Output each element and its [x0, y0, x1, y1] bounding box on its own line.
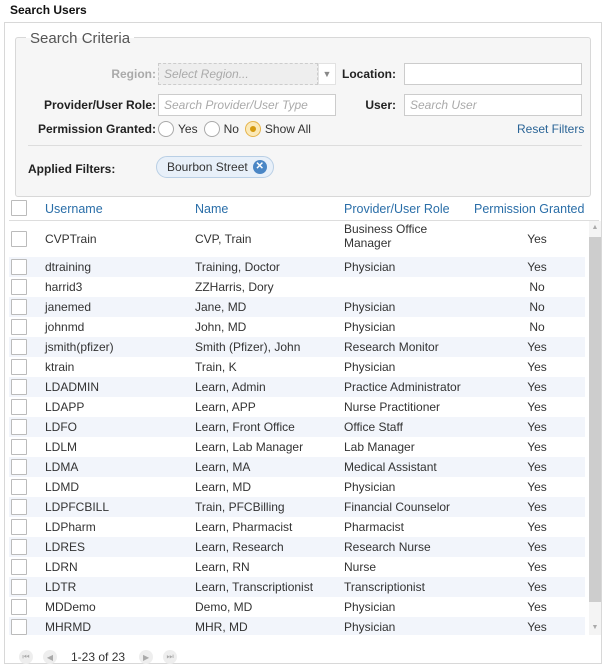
cell-permission: No [529, 280, 545, 294]
row-checkbox[interactable] [11, 459, 27, 475]
row-checkbox[interactable] [11, 419, 27, 435]
cell-permission: Yes [527, 600, 547, 614]
permission-radio-group [158, 121, 313, 137]
last-page-icon[interactable]: ⏭ [163, 650, 177, 664]
role-label: Provider/User Role: [43, 98, 156, 112]
cell-name: Train, PFCBilling [195, 500, 285, 514]
cell-name: Learn, Lab Manager [195, 440, 304, 454]
row-checkbox[interactable] [11, 619, 27, 635]
cell-permission: Yes [527, 560, 547, 574]
cell-role: Business Office Manager [344, 222, 428, 250]
cell-role: Pharmacist [344, 520, 405, 534]
cell-permission: Yes [527, 400, 547, 414]
table-row[interactable] [9, 497, 585, 517]
cell-permission: Yes [527, 620, 547, 634]
page-title: Search Users [10, 3, 87, 17]
cell-role: Physician [344, 260, 396, 274]
cell-permission: Yes [527, 360, 547, 374]
cell-username: LDRN [45, 560, 78, 574]
cell-permission: Yes [527, 540, 547, 554]
user-label: User: [365, 98, 396, 112]
cell-name: Smith (Pfizer), John [195, 340, 301, 354]
row-checkbox[interactable] [11, 519, 27, 535]
grid-header [9, 197, 599, 221]
cell-role: Physician [344, 620, 396, 634]
next-page-icon[interactable]: ▶ [139, 650, 153, 664]
cell-username: LDPFCBILL [45, 500, 110, 514]
cell-role: Lab Manager [344, 440, 415, 454]
row-checkbox[interactable] [11, 379, 27, 395]
cell-permission: Yes [527, 460, 547, 474]
row-checkbox[interactable] [11, 299, 27, 315]
cell-username: CVPTrain [45, 232, 97, 246]
cell-role: Physician [344, 360, 396, 374]
grid-scrollbar[interactable] [589, 221, 601, 635]
table-row[interactable] [9, 517, 585, 537]
row-checkbox[interactable] [11, 439, 27, 455]
row-checkbox[interactable] [11, 319, 27, 335]
table-row[interactable] [9, 457, 585, 477]
column-permission[interactable]: Permission Granted [474, 202, 585, 216]
table-row[interactable] [9, 597, 585, 617]
permission-show-all-label[interactable]: Show All [264, 122, 311, 136]
column-name[interactable]: Name [195, 202, 229, 216]
cell-name: ZZHarris, Dory [195, 280, 274, 294]
permission-label: Permission Granted: [37, 122, 156, 136]
cell-name: Learn, RN [195, 560, 250, 574]
table-row[interactable] [9, 537, 585, 557]
applied-filter-chip [156, 156, 274, 178]
cell-permission: Yes [527, 380, 547, 394]
grid-body [9, 221, 585, 635]
cell-name: Demo, MD [195, 600, 253, 614]
applied-filters-label: Applied Filters: [28, 162, 116, 176]
table-row[interactable] [9, 577, 585, 597]
first-page-icon[interactable]: ⏮ [19, 650, 33, 664]
cell-permission: Yes [527, 520, 547, 534]
pager-info: 1-23 of 23 [71, 650, 126, 664]
cell-role: Nurse Practitioner [344, 400, 441, 414]
row-checkbox[interactable] [11, 279, 27, 295]
cell-permission: Yes [527, 580, 547, 594]
row-checkbox[interactable] [11, 359, 27, 375]
select-all-checkbox[interactable] [11, 200, 27, 216]
row-checkbox[interactable] [11, 479, 27, 495]
cell-name: Learn, Transcriptionist [195, 580, 314, 594]
cell-name: Learn, APP [195, 400, 256, 414]
cell-role: Practice Administrator [344, 380, 461, 394]
cell-username: LDFO [45, 420, 78, 434]
cell-name: Learn, MA [195, 460, 251, 474]
cell-role: Research Nurse [344, 540, 431, 554]
cell-username: LDAPP [45, 400, 85, 414]
cell-username: LDADMIN [45, 380, 100, 394]
location-input[interactable] [404, 63, 582, 85]
cell-name: John, MD [195, 320, 247, 334]
row-checkbox[interactable] [11, 339, 27, 355]
table-row[interactable] [9, 417, 585, 437]
row-checkbox[interactable] [11, 579, 27, 595]
permission-no-label[interactable]: No [223, 122, 239, 136]
cell-role: Physician [344, 320, 396, 334]
permission-yes-radio[interactable] [158, 121, 174, 137]
permission-show-all-radio[interactable] [245, 121, 261, 137]
cell-role: Transcriptionist [344, 580, 425, 594]
cell-name: Learn, Pharmacist [195, 520, 293, 534]
cell-role: Physician [344, 480, 396, 494]
cell-username: LDLM [45, 440, 78, 454]
table-row[interactable] [9, 297, 585, 317]
row-checkbox[interactable] [11, 559, 27, 575]
search-users-panel [4, 22, 602, 664]
table-row[interactable] [9, 377, 585, 397]
cell-username: LDPharm [45, 520, 96, 534]
cell-permission: Yes [527, 260, 547, 274]
cell-username: LDRES [45, 540, 86, 554]
pager [19, 647, 177, 667]
region-select[interactable]: Select Region... [158, 63, 318, 85]
cell-name: Jane, MD [195, 300, 247, 314]
table-row[interactable] [9, 557, 585, 577]
cell-username: MDDemo [45, 600, 96, 614]
cell-role: Financial Counselor [344, 500, 451, 514]
cell-username: LDMD [45, 480, 80, 494]
cell-username: ktrain [45, 360, 75, 374]
cell-permission: Yes [527, 480, 547, 494]
search-criteria-fieldset [15, 30, 591, 197]
table-row[interactable] [9, 437, 585, 457]
criteria-divider [28, 145, 582, 146]
reset-filters-link[interactable]: Reset Filters [517, 122, 585, 136]
table-row[interactable] [9, 617, 585, 635]
cell-role: Research Monitor [344, 340, 439, 354]
applied-filter-label: Bourbon Street [167, 160, 248, 174]
row-checkbox[interactable] [11, 499, 27, 515]
scroll-up-icon[interactable]: ▲ [591, 224, 599, 231]
cell-username: MHRMD [45, 620, 91, 634]
role-input[interactable]: Search Provider/User Type [158, 94, 336, 116]
cell-name: Learn, MD [195, 480, 252, 494]
permission-yes-label[interactable]: Yes [178, 122, 198, 136]
scroll-down-icon[interactable]: ▼ [591, 624, 599, 631]
cell-name: Train, K [195, 360, 237, 374]
cell-permission: Yes [527, 500, 547, 514]
cell-permission: No [529, 320, 545, 334]
cell-name: Learn, Front Office [195, 420, 295, 434]
cell-name: Learn, Admin [195, 380, 266, 394]
cell-username: johnmd [45, 320, 85, 334]
close-circle-icon[interactable]: ✕ [253, 160, 267, 174]
table-row[interactable] [9, 397, 585, 417]
table-row[interactable] [9, 257, 585, 277]
cell-name: CVP, Train [195, 232, 252, 246]
cell-username: janemed [45, 300, 92, 314]
triangle-down-icon[interactable]: ▼ [318, 63, 336, 85]
cell-permission: Yes [527, 420, 547, 434]
location-label: Location: [342, 67, 396, 81]
cell-username: LDMA [45, 460, 79, 474]
cell-permission: Yes [527, 232, 547, 246]
permission-no-radio[interactable] [204, 121, 220, 137]
region-label: Region: [111, 67, 156, 81]
row-checkbox[interactable] [11, 399, 27, 415]
scrollbar-thumb[interactable] [589, 237, 601, 602]
cell-role: Physician [344, 300, 396, 314]
cell-role: Physician [344, 600, 396, 614]
row-checkbox[interactable] [11, 259, 27, 275]
prev-page-icon[interactable]: ◀ [43, 650, 57, 664]
cell-name: MHR, MD [195, 620, 248, 634]
cell-role: Nurse [344, 560, 377, 574]
cell-role: Medical Assistant [344, 460, 437, 474]
table-row[interactable] [9, 337, 585, 357]
table-row[interactable] [9, 221, 585, 257]
cell-role: Office Staff [344, 420, 403, 434]
column-role[interactable]: Provider/User Role [344, 202, 450, 216]
cell-name: Training, Doctor [195, 260, 280, 274]
cell-permission: Yes [527, 440, 547, 454]
column-username[interactable]: Username [45, 202, 103, 216]
table-row[interactable] [9, 277, 585, 297]
cell-permission: No [529, 300, 545, 314]
cell-name: Learn, Research [195, 540, 284, 554]
cell-username: LDTR [45, 580, 77, 594]
table-row[interactable] [9, 317, 585, 337]
cell-username: jsmith(pfizer) [45, 340, 114, 354]
row-checkbox[interactable] [11, 539, 27, 555]
cell-username: dtraining [45, 260, 92, 274]
cell-username: harrid3 [45, 280, 83, 294]
row-checkbox[interactable] [11, 599, 27, 615]
user-input[interactable]: Search User [404, 94, 582, 116]
table-row[interactable] [9, 357, 585, 377]
search-criteria-legend: Search Criteria [26, 30, 134, 47]
cell-permission: Yes [527, 340, 547, 354]
row-checkbox[interactable] [11, 231, 27, 247]
table-row[interactable] [9, 477, 585, 497]
